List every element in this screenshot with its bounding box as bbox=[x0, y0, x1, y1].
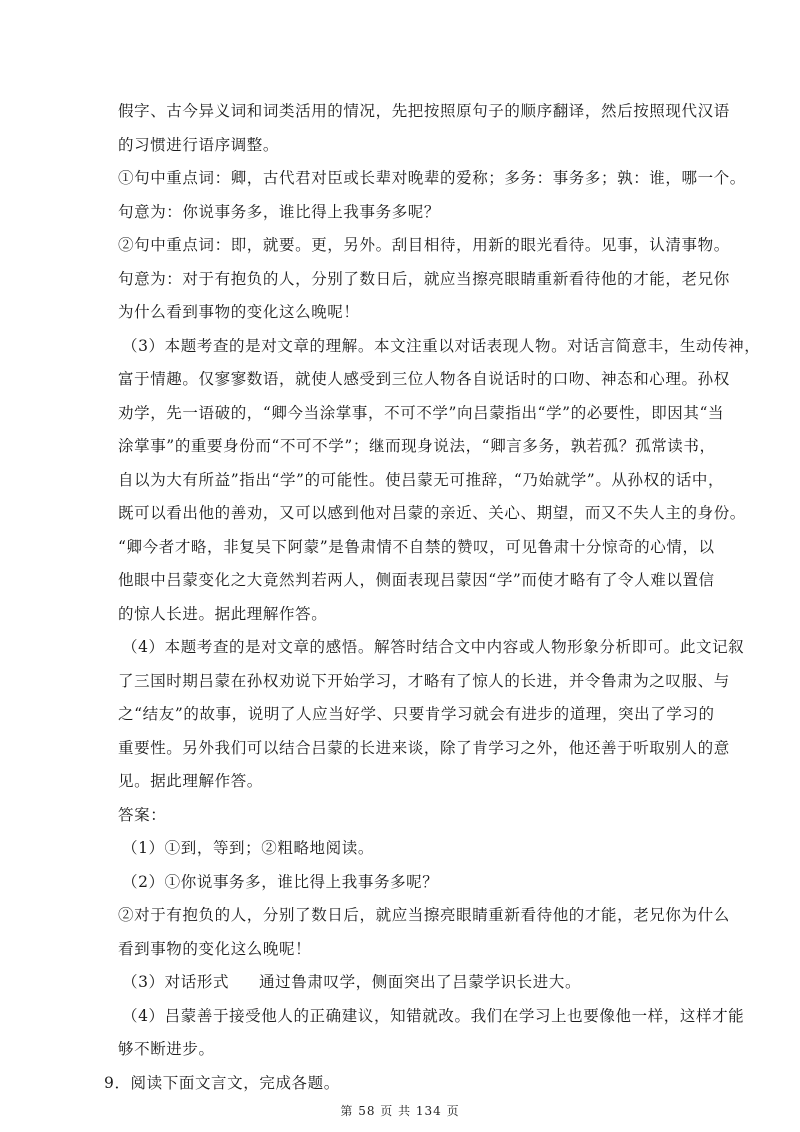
page-footer: 第 58 页 共 134 页 bbox=[340, 1104, 460, 1118]
question-9: 9．阅读下面文言文，完成各题。 bbox=[104, 1074, 340, 1092]
text-line: 见。据此理解作答。 bbox=[118, 772, 263, 790]
text-line: 之“结友”的故事，说明了人应当好学、只要肯学习就会有进步的道理，突出了学习的 bbox=[118, 705, 715, 723]
text-line: 富于情趣。仅寥寥数语，就使人感受到三位人物各自说话时的口吻、神态和心理。孙权 bbox=[118, 370, 730, 388]
text-line: 看到事物的变化这么晚呢！ bbox=[118, 940, 312, 958]
answer-3 bbox=[122, 972, 581, 992]
text-line: （4）本题考查的是对文章的感悟。解答时结合文中内容或人物形象分析即可。此文记叙 bbox=[122, 638, 745, 656]
text-line: 了三国时期吕蒙在孙权劝说下开始学习，才略有了惊人的长进，并令鲁肃为之叹服、与 bbox=[118, 672, 730, 690]
text-line: 自以为大有所益”指出“学”的可能性。使吕蒙无可推辞，“乃始就学”。从孙权的话中， bbox=[118, 471, 725, 489]
answer-heading: 答案： bbox=[118, 806, 167, 824]
text-line: 他眼中吕蒙变化之大竟然判若两人，侧面表现吕蒙因“学”而使才略有了令人难以置信 bbox=[118, 571, 715, 589]
text-line: 既可以看出他的善劝，又可以感到他对吕蒙的亲近、关心、期望，而又不失人主的身份。 bbox=[118, 504, 746, 522]
text-line: 劝学，先一语破的，“卿今当涂掌事，不可不学”向吕蒙指出“学”的必要性，即因其“当 bbox=[118, 404, 725, 422]
answer-3-label: （3）对话形式 bbox=[122, 973, 230, 991]
text-line: 句意为：你说事务多，谁比得上我事务多呢？ bbox=[118, 203, 441, 221]
answer-3-text: 通过鲁肃叹学，侧面突出了吕蒙学识长进大。 bbox=[259, 973, 582, 991]
text-line: ②句中重点词：即，就要。更，另外。刮目相待，用新的眼光看待。见事，认清事物。 bbox=[118, 236, 730, 254]
text-line: ①句中重点词：卿，古代君对臣或长辈对晚辈的爱称；多务：事务多；孰：谁，哪一个。 bbox=[118, 169, 746, 187]
text-line: ②对于有抱负的人，分别了数日后，就应当擦亮眼睛重新看待他的才能，老兄你为什么 bbox=[118, 906, 730, 924]
text-line: 重要性。另外我们可以结合吕蒙的长进来谈，除了肯学习之外，他还善于听取别人的意 bbox=[118, 739, 730, 757]
text-line: “卿今者才略，非复吴下阿蒙”是鲁肃情不自禁的赞叹，可见鲁肃十分惊奇的心情，以 bbox=[118, 538, 715, 556]
text-line: 的习惯进行语序调整。 bbox=[118, 136, 280, 154]
answer-4: （4）吕蒙善于接受他人的正确建议，知错就改。我们在学习上也要像他一样，这样才能 bbox=[122, 1007, 745, 1025]
text-line: 句意为：对于有抱负的人，分别了数日后，就应当擦亮眼睛重新看待他的才能，老兄你 bbox=[118, 270, 730, 288]
answer-1: （1）①到，等到；②粗略地阅读。 bbox=[122, 839, 374, 857]
text-line: 够不断进步。 bbox=[118, 1040, 215, 1058]
text-line: 的惊人长进。据此理解作答。 bbox=[118, 605, 328, 623]
text-line: 假字、古今异义词和词类活用的情况，先把按照原句子的顺序翻译，然后按照现代汉语 bbox=[118, 102, 730, 120]
text-line: 涂掌事”的重要身份而“不可不学”；继而现身说法，“卿言多务，孰若孤？孤常读书， bbox=[118, 437, 716, 455]
text-line: 为什么看到事物的变化这么晚呢！ bbox=[118, 303, 360, 321]
text-line: （3）本题考查的是对文章的理解。本文注重以对话表现人物。对话言简意丰，生动传神， bbox=[122, 337, 761, 355]
answer-2: （2）①你说事务多，谁比得上我事务多呢？ bbox=[122, 873, 439, 891]
